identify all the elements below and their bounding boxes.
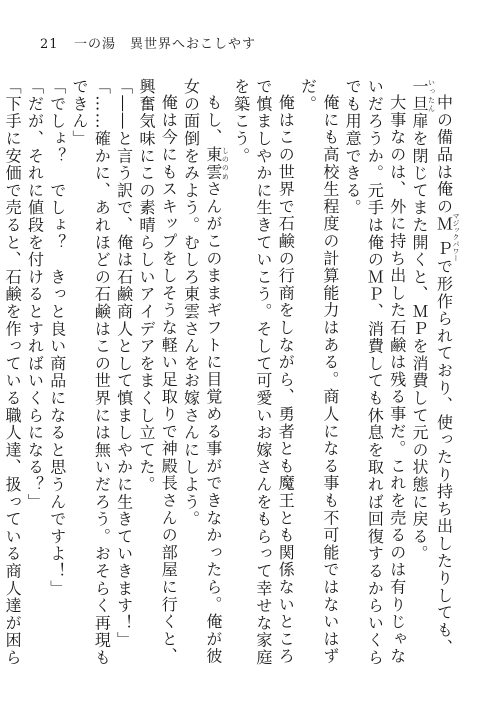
dialogue-paragraph xyxy=(45,78,67,670)
ruby-annotation xyxy=(434,212,460,262)
text-run: 俺はこの世界で石鹸の行商をしながら、勇者とも魔王とも関係ないところで慎ましやかに生きていこう。そして可愛いお嫁さんをもらって幸せな家庭を築こう。 xyxy=(231,78,296,667)
ruby-reading: マジックパワー xyxy=(452,212,460,262)
ruby-annotation xyxy=(410,78,436,113)
text-run: さんがこのままギフトに目覚める事ができなかったら。俺が彼女の面倒をみよう。むしろ東雲さんをお嫁さんにしよう。 xyxy=(181,78,223,665)
dialogue-paragraph xyxy=(68,78,113,670)
narration-paragraph xyxy=(135,78,180,670)
text-run: 「……確かに、あれほどの石鹸はこの世界には無いだろう。おそらく再現もできん」 xyxy=(70,78,112,667)
text-run: 「でしょ？ でしょ？ きっと良い商品になると思うんですよ！」 xyxy=(47,78,67,597)
text-run: 「だが、それに値段を付けるとすればいくらになる？」 xyxy=(25,78,45,511)
narration-paragraph xyxy=(296,78,341,670)
narration-paragraph xyxy=(341,78,408,670)
page-number: 21 xyxy=(40,37,59,52)
text-run: もし、 xyxy=(203,94,223,146)
narration-paragraph xyxy=(229,78,296,670)
text-run: 大事なのは、外に持ち出した石鹸は残る事だ。これを売るのは有りじゃないだろうか。元手は俺のＭＰ、消費しても休息を取れば回復するからいくらでも用意できる。 xyxy=(343,78,407,667)
page-header xyxy=(40,33,256,52)
narration-paragraph xyxy=(179,78,229,670)
text-run: 「下手に安価で売ると、石鹸を作っている職人達、扱っている商人達が困ら xyxy=(3,78,23,667)
ruby-base: 一旦 xyxy=(410,78,429,113)
text-run: 中の備品は俺の xyxy=(434,94,454,216)
text-run: 俺は今にもスキップをしそうな軽い足取りで神殿長さんの部屋に行くと、興奮気味にこの素晴らしいアイデアをまくし立てた。 xyxy=(136,78,179,665)
ruby-reading: しののめ xyxy=(221,145,230,181)
dialogue-paragraph xyxy=(0,78,23,670)
vertical-text-body xyxy=(3,78,460,670)
ruby-annotation xyxy=(203,145,230,181)
ruby-base: 東雲 xyxy=(203,145,223,181)
running-title: 一の湯 異世界へおこしやす xyxy=(74,37,257,52)
dialogue-paragraph xyxy=(23,78,45,670)
dialogue-paragraph xyxy=(112,78,134,670)
text-run: 「――と言う訳で、俺は石鹸商人として慎ましやかに生きていきます！」 xyxy=(114,78,134,649)
narration-paragraph xyxy=(408,78,460,670)
text-run: で形作られており、使ったり持ち出したりしても、 xyxy=(434,258,454,657)
text-run: 扉を閉じてまた開くと、ＭＰを消費して元の状態に戻る。 xyxy=(410,112,429,563)
ruby-base: ＭＰ xyxy=(434,212,454,262)
text-run: 俺にも高校生程度の計算能力はある。商人になる事も不可能ではないはずだ。 xyxy=(298,78,340,665)
ruby-reading: いったん xyxy=(427,78,436,113)
